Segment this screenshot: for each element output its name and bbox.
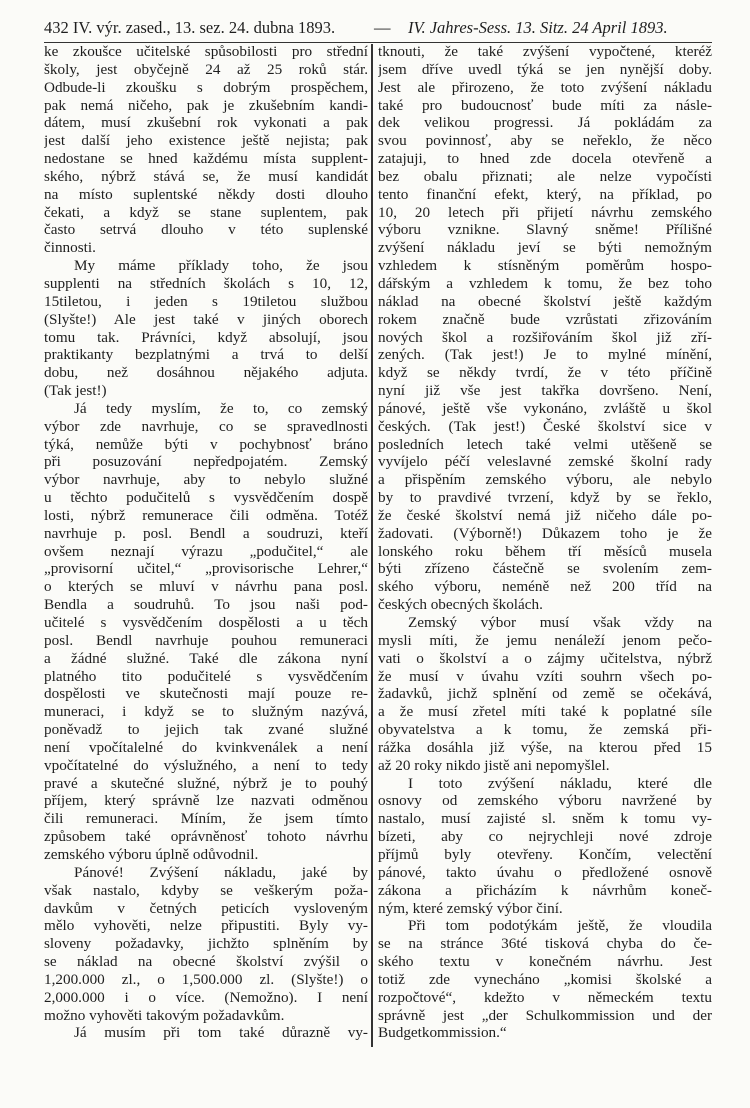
text-line: také pro budoucnosť bude míti za násle-	[378, 96, 712, 114]
text-line: u těchto podučitelů s vysvědčením dospě	[44, 489, 368, 507]
text-line: nyní již vše jest takřka dovršeno. Není,	[378, 382, 712, 400]
text-line: Odbude-li zkoušku s dobrým prospěchem,	[44, 78, 368, 96]
text-line: českých obecných školách.	[378, 596, 543, 614]
text-line: zených. (Tak jest!) Je to mylné mínění,	[378, 346, 712, 364]
text-line: čekati, a když se stane suplentem, pak	[44, 203, 368, 221]
text-line: davkům v četných peticích vysloveným	[44, 899, 368, 917]
text-line: ovšem neznají výrazu „podučitel,“ ale	[44, 542, 368, 560]
text-line: učitelé s vysvědčením dospělosti a u těch	[44, 614, 368, 631]
text-line: 1,200.000 zl., o 1,500.000 zl. (Slyšte!) o	[44, 970, 368, 988]
text-line: dářským a vzhledem k tomu, že bez toho	[378, 274, 712, 292]
text-line: ným, které zemský výbor činí.	[378, 899, 563, 917]
text-line: Zemský výbor musí však vždy na	[408, 614, 712, 631]
text-line: vyvíjelo péčí veleslavné zemské školní rady	[378, 453, 712, 471]
text-line: zemského výboru úplně odůvodnil.	[44, 845, 259, 863]
text-line: že české školství nemá již ničeho dále po-	[378, 506, 712, 524]
text-line: nových škol a rozšiřováním škol již zří-	[378, 328, 712, 346]
text-line: rážka dosáhla již výše, na kterou před 15	[378, 738, 712, 756]
text-line: „provisorní učitel,“ „provisorische Lehrer,“	[44, 560, 368, 578]
text-line: osnovy od zemského výboru navržené by	[378, 792, 712, 810]
text-line: výboru vznikne. Slavný sněme! Přílišné	[378, 221, 712, 239]
text-line: o kterých se mluví v návrhu pana posl.	[44, 578, 368, 596]
text-line: výbor navrhuje, aby to nebylo služné	[44, 471, 368, 489]
text-line: tomu tak. Právníci, když absolují, jsou	[44, 328, 368, 346]
text-line: výbor zde navrhuje, co se spravedlnosti	[44, 417, 368, 435]
text-line: Jest ale přirozeno, že toto zvýšení nákladu	[378, 78, 712, 96]
text-line: příjmů byly otevřeny. Končím, velectění	[378, 845, 712, 863]
text-line: tknouti, že také zvýšení vypočtené, kteréž	[378, 43, 712, 60]
text-line: obyvatelstva a k tomu, že zemská při-	[378, 721, 712, 739]
text-line: ského výboru, neméně než 200 tříd na	[378, 578, 712, 596]
text-line: dátem, musí zkušební rok vykonati a pak	[44, 114, 368, 132]
text-line: školy, jest obyčejně 24 až 25 roků stár.	[44, 60, 368, 78]
text-line: českých. (Tak jest!) České školství sice v	[378, 417, 712, 435]
text-line: 2,000.000 i o více. (Nemožno). I není	[44, 988, 368, 1006]
left-column	[44, 43, 368, 1042]
text-line: když se někdy tvrdí, že v této příčině	[378, 364, 712, 382]
paragraph	[44, 400, 368, 864]
text-line: zvýšení nákladu jeví se býti nemožným	[378, 239, 712, 257]
text-line: Bendla a soudruhů. To jsou naši pod-	[44, 596, 368, 614]
paragraph	[378, 43, 712, 614]
paragraph	[378, 775, 712, 918]
text-line: až 20 roky nikdo jistě ani nepomyšlel.	[378, 756, 610, 774]
text-line: týká, nemůže býti v pochybnosť bráno	[44, 435, 368, 453]
text-line: 15tiletou, i jeden s 19tiletou službou	[44, 292, 368, 310]
text-line: by to pravdivé tvrzení, když by se řeklo,	[378, 489, 712, 507]
text-line: sloveny požadavky, jichžto splněním by	[44, 935, 368, 953]
text-line: jsem dříve uvedl týká se jen nynější doby.	[378, 60, 712, 78]
text-line: (Slyšte!) Ale jest také v jiných oborech	[44, 310, 368, 328]
text-line: se náklad na obecné školství zvýšil o	[44, 953, 368, 971]
text-line: a přispěním zemského výboru, ale nebylo	[378, 471, 712, 489]
text-line: způsobem také oprávněnosť tohoto návrhu	[44, 828, 368, 846]
text-line: Při tom podotýkám ještě, že vloudila	[408, 917, 712, 935]
text-line: Budgetkommission.“	[378, 1024, 507, 1042]
text-line: navrhuje p. posl. Bendl a soudruzi, kteří	[44, 524, 368, 542]
paragraph	[44, 864, 368, 1025]
text-line: platného tito podučitelé s vysvědčením	[44, 667, 368, 685]
text-line: Pánové! Zvýšení nákladu, jaké by	[74, 863, 368, 881]
text-line: pánové, takto úvahu o předložené osnově	[378, 863, 712, 881]
paragraph	[44, 43, 368, 257]
text-line: se na stránce 36té tisková chyba do če-	[378, 935, 712, 953]
text-line: 10, 20 letech při přijetí návrhu zemského	[378, 203, 712, 221]
text-line: není vpočítalelné do kvinkvenálek a není	[44, 738, 368, 756]
text-line: že musí v úvahu vzíti souhrn všech po-	[378, 667, 712, 685]
text-line: (Tak jest!)	[44, 382, 107, 400]
text-line: svou povinnosť, aby se neřeklo, že něco	[378, 132, 712, 150]
text-line: supplenti na středních školách s 10, 12,	[44, 274, 368, 292]
text-line: příjem, který správně lze nazvati odměnou	[44, 792, 368, 810]
header-separator: —	[374, 18, 391, 37]
paragraph	[378, 917, 712, 1042]
text-line: losti, nýbrž remunerace čili odměna. Totéž	[44, 506, 368, 524]
text-line: ského, nýbrž stává se, že musí kandidát	[44, 167, 368, 185]
text-line: a žádné služné. Také dle zákona nyní	[44, 649, 368, 667]
text-line: při posuzování nepředpojatém. Zemský	[44, 453, 368, 471]
text-line: dospělosti ve skutečnosti mají pouze re-	[44, 685, 368, 703]
text-line: jest další jeho existence ještě nejista; pak	[44, 132, 368, 150]
header-czech: 432 IV. výr. zased., 13. sez. 24. dubna 1893.	[44, 18, 336, 37]
text-line: Já tedy myslím, že to, co zemský	[74, 399, 368, 417]
text-line: muneraci, i když se to služným nazývá,	[44, 703, 368, 721]
text-line: správně jest „der Schulkommission und der	[378, 1006, 712, 1024]
text-line: žadavků, jichž splnění od země se očekává,	[378, 685, 712, 703]
text-line: zatajuji, to hned zde docela otevřeně a	[378, 150, 712, 168]
text-line: vpočítatelné do výslužného, a není to tedy	[44, 756, 368, 774]
text-line: mělo vyhověti, nelze připustiti. Byly vy-	[44, 917, 368, 935]
text-line: však nastalo, kdyby se veškerým poža-	[44, 881, 368, 899]
text-line: mysli míti, že jemu nenáleží jenom pečo-	[378, 631, 712, 649]
text-line: tento finanční efekt, který, na příklad, po	[378, 185, 712, 203]
text-line: bízeti, aby co nejrychleji nové zdroje	[378, 828, 712, 846]
text-line: často setrvá dlouho v této suplenské	[44, 221, 368, 239]
text-line: bez obalu přiznati; ale nelze vypočísti	[378, 167, 712, 185]
text-line: pánové, ještě vše vykonáno, zvláště u škol	[378, 399, 712, 417]
text-line: rozpočtové“, kdežto v německém textu	[378, 988, 712, 1006]
text-line: zákona a přicházím k návrhům koneč-	[378, 881, 712, 899]
text-line: nedostane se hned každému místa supplent-	[44, 150, 368, 168]
text-line: dek velikou progressi. Já pokládám za	[378, 114, 712, 132]
text-line: náklad na obecné školství ještě každým	[378, 292, 712, 310]
text-line: posledních letech také velmi utěšeně se	[378, 435, 712, 453]
text-line: lonského roku během tří měsíců musela	[378, 542, 712, 560]
text-line: rokem značně bude vzrůstati zřizováním	[378, 310, 712, 328]
paragraph	[378, 614, 712, 775]
text-line: nastalo, musí zajisté sl. sněm k tomu vy-	[378, 810, 712, 828]
text-line: Já musím při tom také důrazně vy-	[74, 1024, 368, 1042]
text-line: poněvadž to jejich tak zvané služné	[44, 721, 368, 739]
text-line: pak nemá ničeho, pak je zkušebním kandi-	[44, 96, 368, 114]
text-line: býti zřízeno částečně se svolením zem-	[378, 560, 712, 578]
text-line: možno vyhověti takovým požadavkům.	[44, 1006, 285, 1024]
paragraph	[44, 1024, 368, 1042]
text-line: praktikanty bezplatnými a trvá to delší	[44, 346, 368, 364]
text-line: dobu, než dosáhnou nějakého adjuta.	[44, 364, 368, 382]
right-column	[378, 43, 712, 1042]
text-line: ke zkoušce učitelské spůsobilosti pro střední	[44, 43, 368, 60]
column-divider	[371, 44, 373, 1047]
header-german: IV. Jahres-Sess. 13. Sitz. 24 April 1893.	[408, 18, 668, 37]
running-header	[44, 16, 712, 43]
text-line: I toto zvýšení nákladu, které dle	[408, 774, 712, 792]
text-line: totiž zde vynecháno „komisi školské a	[378, 970, 712, 988]
text-line: posl. Bendl navrhuje pouhou remuneraci	[44, 631, 368, 649]
text-line: čili remuneraci. Míním, že jsem tímto	[44, 810, 368, 828]
text-line: vzhledem k stísněným poměrům hospo-	[378, 257, 712, 275]
text-line: vati o školství a o zájmy učitelstva, nýbrž	[378, 649, 712, 667]
text-line: pravé a skutečné služné, nýbrž je to pouhý	[44, 774, 368, 792]
text-line: na místo suplentské někdy dosti dlouho	[44, 185, 368, 203]
paragraph	[44, 257, 368, 400]
text-line: činnosti.	[44, 239, 96, 257]
text-line: žadovati. (Výborně!) Důkazem toho je že	[378, 524, 712, 542]
text-line: a že musí zřetel míti také k poplatné síle	[378, 703, 712, 721]
text-line: ského textu v konečném návrhu. Jest	[378, 953, 712, 971]
text-line: My máme příklady toho, že jsou	[74, 257, 368, 275]
